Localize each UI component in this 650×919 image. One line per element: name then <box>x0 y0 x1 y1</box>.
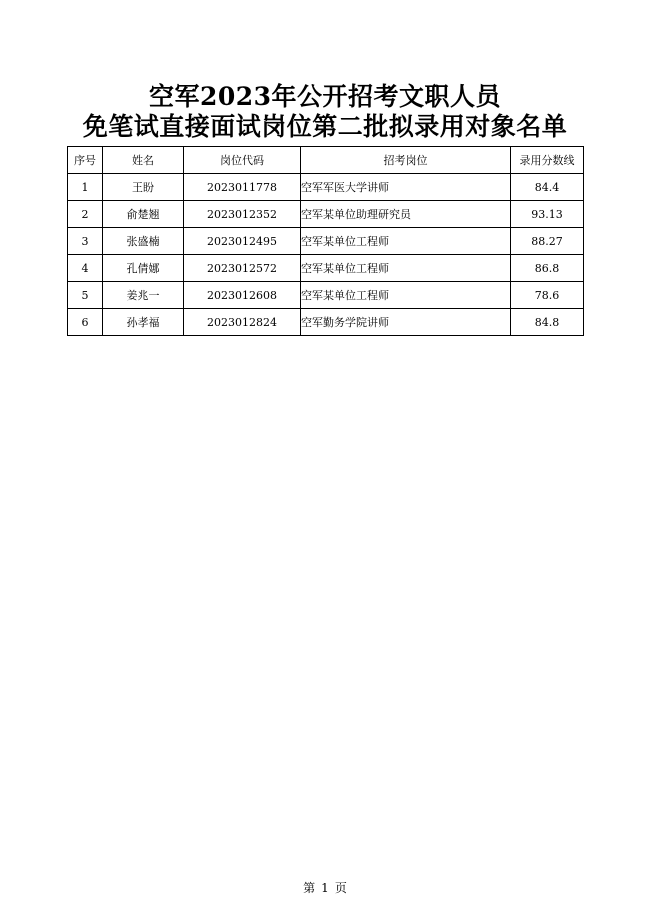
cell-code: 2023012495 <box>184 228 301 255</box>
cell-score: 84.4 <box>511 174 584 201</box>
table-row <box>68 255 584 282</box>
table-row <box>68 174 584 201</box>
cell-no: 2 <box>68 201 103 228</box>
document-title-line-2: 免笔试直接面试岗位第二批拟录用对象名单 <box>82 112 568 141</box>
cell-no: 3 <box>68 228 103 255</box>
table-row <box>68 228 584 255</box>
cell-no: 4 <box>68 255 103 282</box>
header-name: 姓名 <box>103 147 184 174</box>
cell-code: 2023012608 <box>184 282 301 309</box>
cell-name: 王盼 <box>103 174 184 201</box>
cell-score: 86.8 <box>511 255 584 282</box>
table-row <box>68 201 584 228</box>
table-header-row <box>68 147 584 174</box>
cell-name: 孙孝福 <box>103 309 184 336</box>
cell-score: 78.6 <box>511 282 584 309</box>
cell-score: 88.27 <box>511 228 584 255</box>
table-row <box>68 309 584 336</box>
cell-no: 1 <box>68 174 103 201</box>
cell-name: 张盛楠 <box>103 228 184 255</box>
cell-code: 2023012824 <box>184 309 301 336</box>
page-number: 1 <box>321 881 329 895</box>
cell-code: 2023011778 <box>184 174 301 201</box>
cell-name: 孔倩娜 <box>103 255 184 282</box>
page-prefix: 第 <box>303 881 316 895</box>
cell-post: 空军某单位工程师 <box>301 282 511 309</box>
cell-name: 俞楚翘 <box>103 201 184 228</box>
page-suffix: 页 <box>334 881 347 895</box>
cell-score: 84.8 <box>511 309 584 336</box>
cell-no: 5 <box>68 282 103 309</box>
candidate-table <box>67 146 584 336</box>
header-code: 岗位代码 <box>184 147 301 174</box>
cell-no: 6 <box>68 309 103 336</box>
table-row <box>68 282 584 309</box>
cell-score: 93.13 <box>511 201 584 228</box>
cell-code: 2023012352 <box>184 201 301 228</box>
cell-post: 空军某单位工程师 <box>301 228 511 255</box>
cell-post: 空军某单位工程师 <box>301 255 511 282</box>
page-number-footer <box>0 879 650 896</box>
document-title-line-1: 空军2023年公开招考文职人员 <box>148 82 502 111</box>
cell-name: 姜兆一 <box>103 282 184 309</box>
cell-post: 空军军医大学讲师 <box>301 174 511 201</box>
cell-post: 空军某单位助理研究员 <box>301 201 511 228</box>
cell-code: 2023012572 <box>184 255 301 282</box>
header-no: 序号 <box>68 147 103 174</box>
header-post: 招考岗位 <box>301 147 511 174</box>
header-score: 录用分数线 <box>511 147 584 174</box>
cell-post: 空军勤务学院讲师 <box>301 309 511 336</box>
